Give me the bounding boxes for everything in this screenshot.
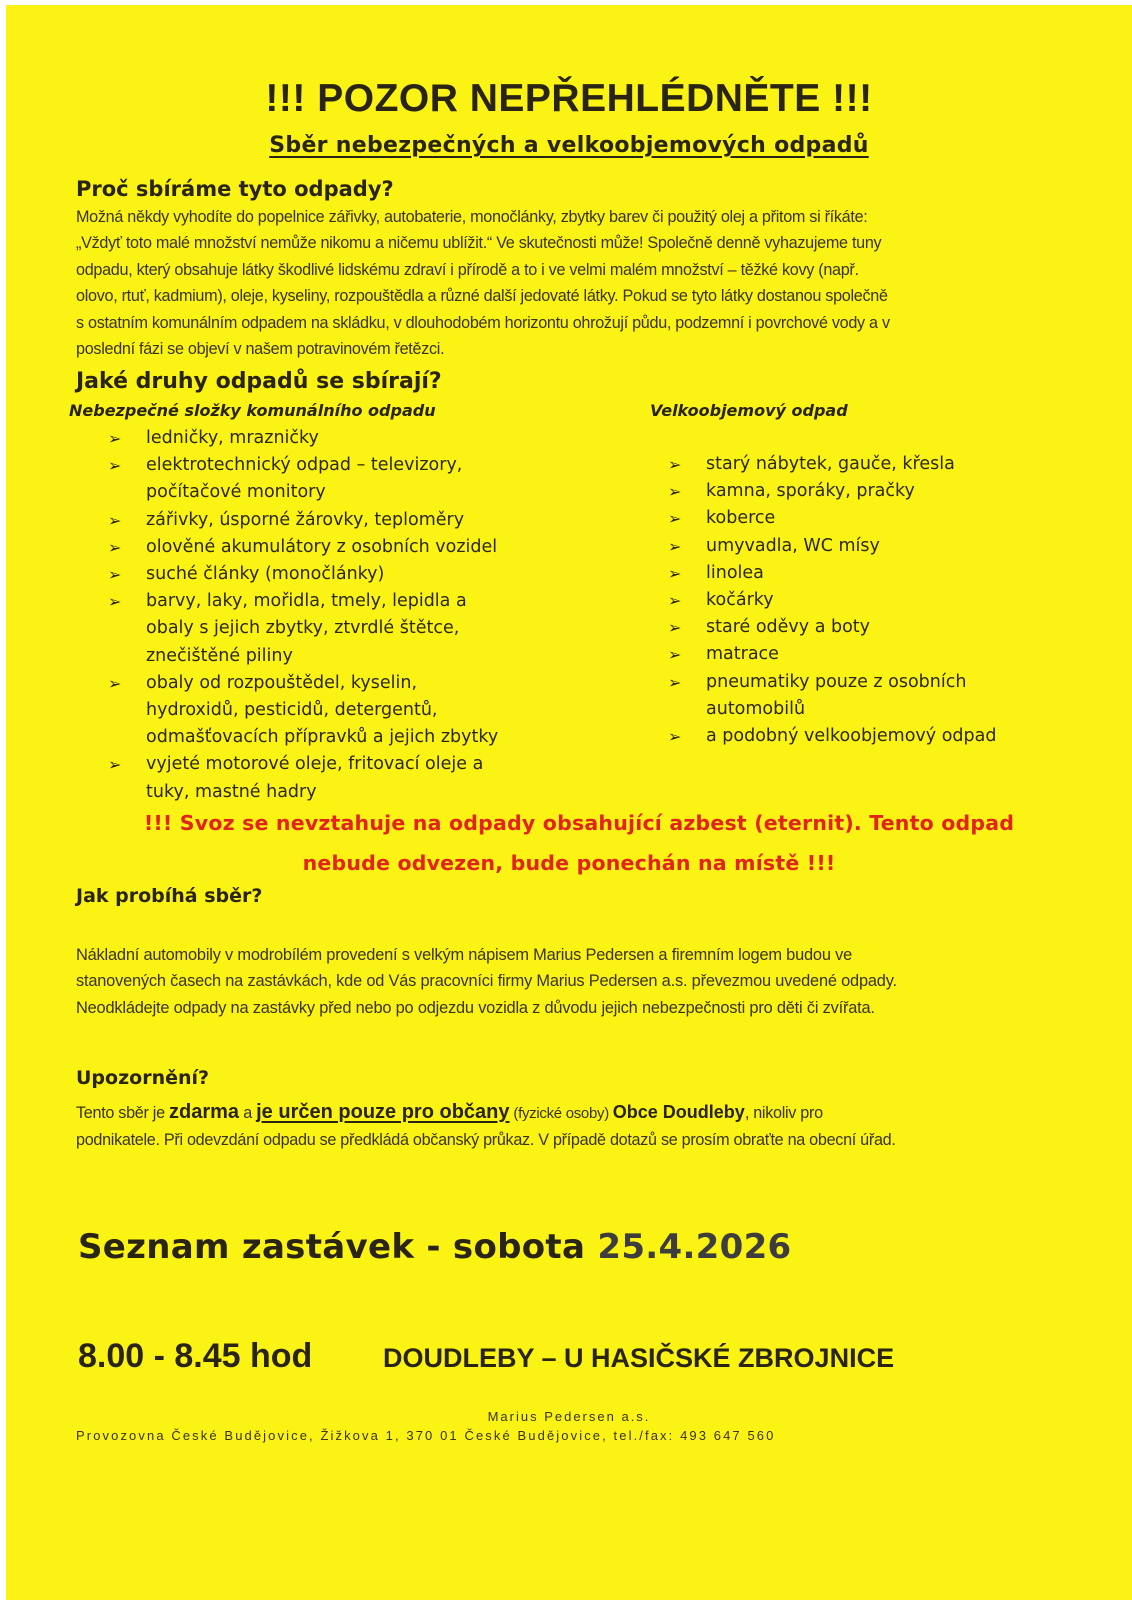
hazardous-list	[108, 425, 568, 806]
arrow-bullet-icon: ➢	[668, 672, 682, 692]
why-line: poslední fázi se objeví v našem potravinovém řetězci.	[76, 340, 445, 359]
types-heading: Jaké druhy odpadů se sbírají?	[76, 369, 442, 394]
arrow-bullet-icon: ➢	[668, 455, 682, 474]
process-line: Neodkládejte odpady na zastávky před nebo po odjezdu vozidla z důvodu jejich nebezpečnosti pro děti či zvířata.	[76, 998, 875, 1017]
notice-text: (fyzické osoby)	[509, 1105, 613, 1122]
process-line: Nákladní automobily v modrobílém provedení s velkým nápisem Marius Pedersen a firemním logem budou ve	[76, 946, 853, 964]
list-item	[108, 507, 568, 534]
arrow-bullet-icon: ➢	[108, 510, 122, 530]
list-item-text: kamna, sporáky, pračky	[706, 481, 915, 502]
list-item-text: pneumatiky pouze z osobních automobilů	[706, 671, 967, 719]
asbestos-warning-line-2: nebude odvezen, bude ponechán na místě !!!	[302, 851, 836, 875]
arrow-bullet-icon: ➢	[108, 565, 122, 585]
list-item	[108, 670, 568, 752]
list-item-text: obaly od rozpouštědel, kyselin, hydroxidů, pesticidů, detergentů, odmašťovacích přípravků a jejich zbytky	[146, 672, 499, 748]
bulky-heading: Velkoobjemový odpad	[650, 401, 848, 420]
arrow-bullet-icon: ➢	[668, 563, 682, 583]
schedule-date: 25.4.2026	[597, 1227, 792, 1267]
list-item	[668, 614, 1088, 641]
stop-time: 8.00 - 8.45 hod	[78, 1337, 313, 1375]
notice-text: a	[239, 1104, 257, 1122]
list-item	[668, 533, 1088, 560]
arrow-bullet-icon: ➢	[108, 429, 122, 448]
notice-line-2: podnikatele. Při odevzdání odpadu se předkládá občanský průkaz. V případě dotazů se prosím obraťte na obecní úřad.	[76, 1131, 896, 1150]
bulky-list	[668, 451, 1088, 750]
list-item-text: matrace	[706, 644, 779, 665]
arrow-bullet-icon: ➢	[668, 509, 682, 529]
list-item	[108, 425, 568, 452]
why-line: Možná někdy vyhodíte do popelnice zářivky, autobaterie, monočlánky, zbytky barev či použitý olej a přitom si říkáte:	[76, 208, 868, 226]
notice-text: Tento sběr je	[76, 1104, 169, 1122]
why-line: olovo, rtuť, kadmium), oleje, kyseliny, rozpouštědla a různé další jedovaté látky. Pokud se tyto látky dostanou společně	[76, 287, 888, 306]
notice-paragraph	[76, 1099, 1051, 1154]
process-heading: Jak probíhá sběr?	[76, 885, 263, 907]
why-line: s ostatním komunálním odpadem na skládku, v dlouhodobém horizontu ohrožují půdu, podzemní i povrchové vody a v	[76, 313, 890, 332]
arrow-bullet-icon: ➢	[108, 537, 122, 557]
list-item	[668, 505, 1088, 532]
list-item-text: vyjeté motorové oleje, fritovací oleje a tuky, mastné hadry	[146, 754, 484, 802]
list-item-text: olověné akumulátory z osobních vozidel	[146, 536, 498, 557]
why-line: odpadu, který obsahuje látky škodlivé lidskému zdraví i přírodě a to i ve velmi malém množství – těžké kovy (např.	[76, 260, 859, 279]
schedule-heading-text: Seznam zastávek - sobota	[78, 1227, 598, 1267]
arrow-bullet-icon: ➢	[668, 536, 682, 556]
list-item	[108, 561, 568, 588]
arrow-bullet-icon: ➢	[108, 592, 122, 612]
list-item-text: ledničky, mrazničky	[146, 428, 319, 448]
arrow-bullet-icon: ➢	[668, 618, 682, 638]
list-item-text: elektrotechnický odpad – televizory, počítačové monitory	[146, 455, 463, 503]
list-item-text: staré oděvy a boty	[706, 617, 871, 638]
list-item	[668, 641, 1088, 668]
list-item	[668, 587, 1088, 614]
process-paragraph	[76, 942, 1051, 1021]
list-item	[668, 669, 1088, 723]
list-item-text: umyvadla, WC mísy	[706, 535, 880, 556]
why-line: „Vždyť toto malé množství nemůže nikomu a ničemu ublížit.“ Ve skutečnosti může! Společně denně vyhazujeme tuny	[76, 234, 882, 253]
schedule-heading	[78, 1227, 792, 1267]
arrow-bullet-icon: ➢	[668, 482, 682, 502]
list-item	[108, 751, 568, 805]
stop-place: DOUDLEBY – U HASIČSKÉ ZBROJNICE	[383, 1343, 895, 1373]
list-item-text: kočárky	[706, 590, 774, 611]
list-item-text: a podobný velkoobjemový odpad	[706, 726, 997, 747]
process-line: stanovených časech na zastávkách, kde od Vás pracovníci firmy Marius Pedersen a.s. převezmou uvedené odpady.	[76, 972, 897, 991]
free-emphasis: zdarma	[168, 1101, 240, 1123]
list-item-text: barvy, laky, mořidla, tmely, lepidla a obaly s jejich zbytky, ztvrdlé štětce, znečištěné piliny	[146, 591, 467, 666]
arrow-bullet-icon: ➢	[668, 645, 682, 665]
list-item-text: koberce	[706, 508, 776, 529]
asbestos-warning-line-1: !!! Svoz se nevztahuje na odpady obsahující azbest (eternit). Tento odpad	[143, 811, 1015, 835]
page-title: !!! POZOR NEPŘEHLÉDNĚTE !!!	[265, 77, 873, 120]
arrow-bullet-icon: ➢	[108, 673, 122, 693]
list-item	[108, 588, 568, 670]
list-item	[108, 534, 568, 561]
town-emphasis: Obce Doudleby	[612, 1102, 745, 1122]
arrow-bullet-icon: ➢	[668, 591, 682, 611]
hazardous-heading: Nebezpečné složky komunálního odpadu	[69, 401, 436, 420]
citizens-only-emphasis: je určen pouze pro občany	[256, 1101, 510, 1123]
notice-line-1	[76, 1099, 1051, 1127]
list-item	[668, 478, 1088, 505]
list-item	[668, 560, 1088, 587]
why-paragraph	[76, 204, 1051, 362]
arrow-bullet-icon: ➢	[668, 727, 682, 747]
list-item	[108, 452, 568, 506]
flyer-page	[6, 5, 1132, 1600]
arrow-bullet-icon: ➢	[108, 755, 122, 775]
list-item-text: starý nábytek, gauče, křesla	[706, 454, 955, 474]
list-item-text: linolea	[706, 562, 764, 583]
list-item	[668, 723, 1088, 750]
why-heading: Proč sbíráme tyto odpady?	[76, 177, 394, 201]
notice-text: , nikoliv pro	[744, 1104, 823, 1122]
company-name: Marius Pedersen a.s.	[487, 1409, 651, 1424]
company-address: Provozovna České Budějovice, Žižkova 1, 370 01 České Budějovice, tel./fax: 493 647 560	[76, 1428, 776, 1443]
arrow-bullet-icon: ➢	[108, 456, 122, 476]
list-item-text: suché články (monočlánky)	[146, 564, 385, 585]
list-item-text: zářivky, úsporné žárovky, teploměry	[146, 509, 465, 530]
list-item	[668, 451, 1088, 478]
page-subtitle: Sběr nebezpečných a velkoobjemových odpadů	[269, 133, 869, 158]
notice-heading: Upozornění?	[76, 1067, 210, 1089]
